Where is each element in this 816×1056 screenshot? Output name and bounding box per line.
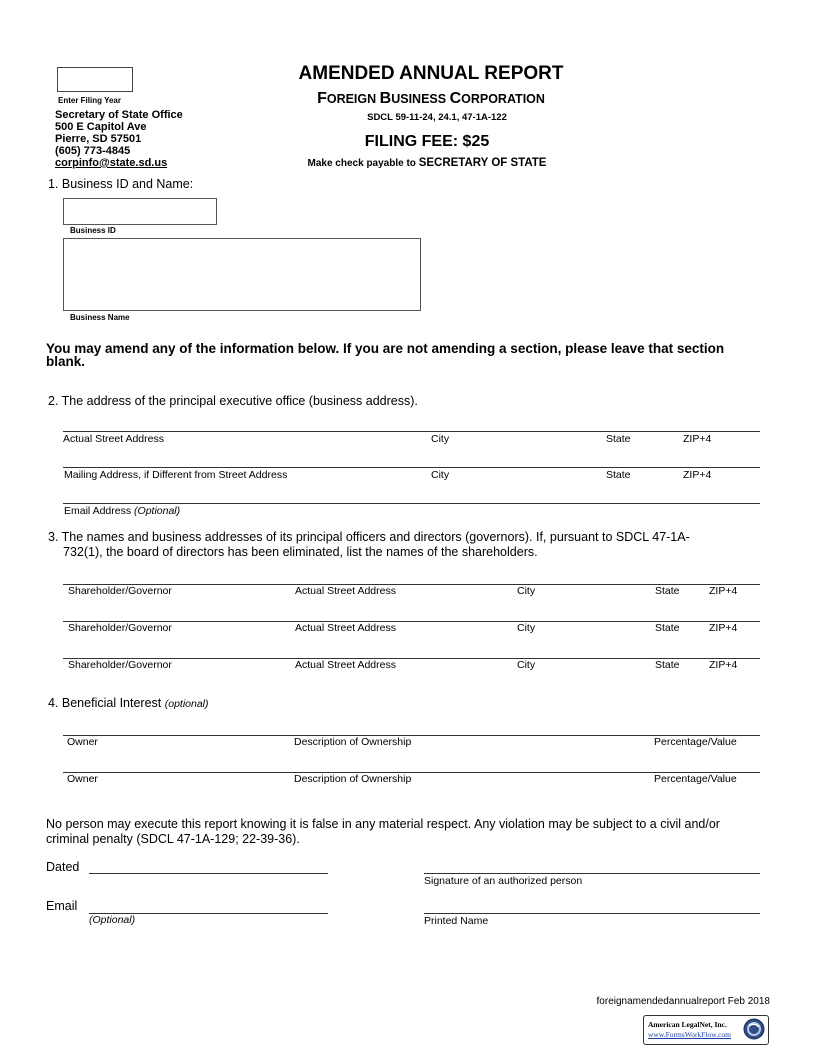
- officer-state-label: State: [655, 585, 680, 597]
- form-id: foreignamendedannualreport Feb 2018: [596, 996, 770, 1007]
- section-1-label: 1. Business ID and Name:: [48, 177, 194, 191]
- officer-name-label: Shareholder/Governor: [68, 585, 172, 597]
- officer-name-label: Shareholder/Governor: [68, 659, 172, 671]
- business-id-label: Business ID: [70, 226, 116, 235]
- globe-icon: [743, 1018, 765, 1040]
- ownership-description-label: Description of Ownership: [294, 736, 412, 748]
- mailing-state-label: State: [606, 469, 631, 481]
- officer-street-label: Actual Street Address: [295, 585, 396, 597]
- dated-label: Dated: [46, 860, 80, 874]
- officer-zip-label: ZIP+4: [709, 659, 738, 671]
- mailing-address-line[interactable]: [63, 467, 760, 468]
- section-4-label: 4. Beneficial Interest (optional): [48, 696, 209, 710]
- zip-label: ZIP+4: [683, 433, 712, 445]
- signature-label: Signature of an authorized person: [424, 875, 583, 887]
- section-3-label-line1: 3. The names and business addresses of its principal officers and directors (governors). If, pursuant to SDCL 47-1A-: [48, 530, 690, 544]
- city-label: City: [431, 433, 450, 445]
- officer-city-label: City: [517, 622, 536, 634]
- percentage-value-label: Percentage/Value: [654, 773, 737, 785]
- officer-state-label: State: [655, 622, 680, 634]
- filing-year-label: Enter Filing Year: [58, 96, 121, 105]
- office-street: 500 E Capitol Ave: [55, 121, 147, 133]
- email-address-label: Email Address (Optional): [64, 505, 181, 517]
- officer-street-label: Actual Street Address: [295, 622, 396, 634]
- page-title: AMENDED ANNUAL REPORT: [298, 63, 564, 84]
- email-optional-label: (Optional): [89, 914, 136, 926]
- dated-field-line[interactable]: [89, 873, 328, 874]
- disclaimer-line2: criminal penalty (SDCL 47-1A-129; 22-39-36).: [46, 832, 300, 846]
- section-2-label: 2. The address of the principal executive office (business address).: [48, 394, 418, 408]
- business-name-input[interactable]: [63, 238, 421, 311]
- officer-name-label: Shareholder/Governor: [68, 622, 172, 634]
- business-id-input[interactable]: [63, 198, 217, 225]
- officer-zip-label: ZIP+4: [709, 622, 738, 634]
- office-city: Pierre, SD 57501: [55, 133, 142, 145]
- payable-to: SECRETARY OF STATE: [418, 157, 547, 169]
- office-email-link[interactable]: corpinfo@state.sd.us: [55, 157, 168, 169]
- officer-street-label: Actual Street Address: [295, 659, 396, 671]
- amend-notice: You may amend any of the information below. If you are not amending a section, please leave that section blank.: [46, 341, 725, 369]
- officer-city-label: City: [517, 585, 536, 597]
- disclaimer-line1: No person may execute this report knowing it is false in any material respect. Any violation may be subject to a civil and/or: [46, 817, 720, 831]
- state-label: State: [606, 433, 631, 445]
- form-subtitle: FOREIGN BUSINESS CORPORATION: [317, 90, 545, 107]
- filing-fee: FILING FEE: $25: [364, 133, 490, 150]
- ownership-description-label: Description of Ownership: [294, 773, 412, 785]
- street-address-line[interactable]: [63, 431, 760, 432]
- office-phone: (605) 773-4845: [55, 145, 131, 157]
- statute-citation: SDCL 59-11-24, 24.1, 47-1A-122: [367, 112, 507, 123]
- mailing-zip-label: ZIP+4: [683, 469, 712, 481]
- business-name-label: Business Name: [70, 313, 130, 322]
- street-address-label: Actual Street Address: [63, 433, 164, 445]
- owner-label: Owner: [67, 773, 98, 785]
- printed-name-label: Printed Name: [424, 915, 489, 927]
- percentage-value-label: Percentage/Value: [654, 736, 737, 748]
- mailing-address-label: Mailing Address, if Different from Street Address: [64, 469, 288, 481]
- mailing-city-label: City: [431, 469, 450, 481]
- payable-note: Make check payable to SECRETARY OF STATE: [307, 157, 547, 169]
- owner-label: Owner: [67, 736, 98, 748]
- office-name: Secretary of State Office: [55, 109, 183, 121]
- printed-name-line[interactable]: [424, 913, 760, 914]
- officer-state-label: State: [655, 659, 680, 671]
- email-label: Email: [46, 899, 78, 913]
- section-3-label-line2: 732(1), the board of directors has been eliminated, list the names of the shareholders.: [63, 545, 538, 559]
- logo-company: American LegalNet, Inc.: [648, 1020, 727, 1029]
- email-address-line[interactable]: [63, 503, 760, 504]
- officer-zip-label: ZIP+4: [709, 585, 738, 597]
- signature-line[interactable]: [424, 873, 760, 874]
- logo-url[interactable]: www.FormsWorkFlow.com: [648, 1030, 732, 1039]
- officer-city-label: City: [517, 659, 536, 671]
- legalnet-logo: [643, 1015, 769, 1045]
